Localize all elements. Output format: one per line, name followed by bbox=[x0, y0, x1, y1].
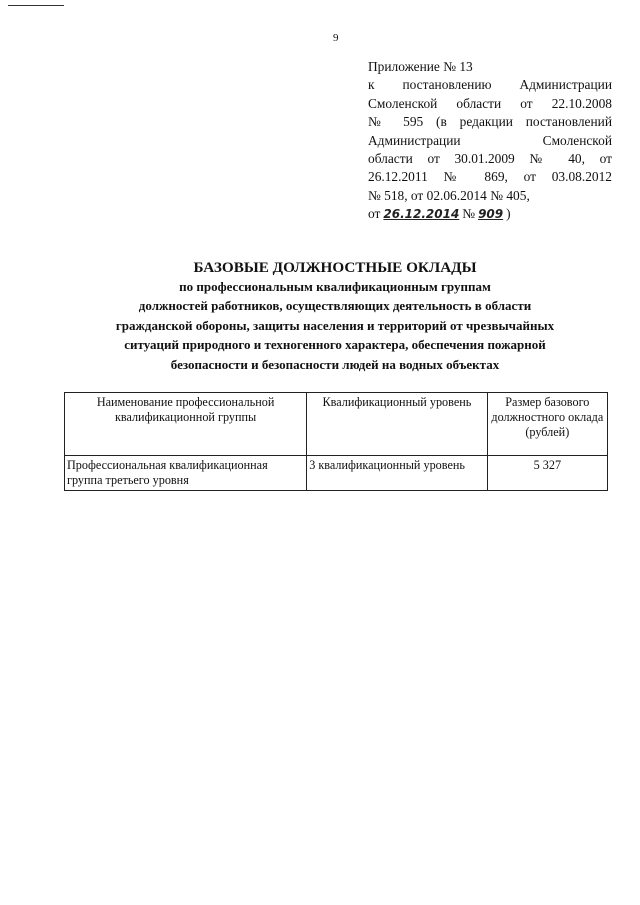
title-sub-line: должностей работников, осуществляющих деятельность в области bbox=[138, 298, 532, 314]
appendix-prefix: от bbox=[368, 206, 381, 222]
handwritten-number: 909 bbox=[478, 207, 504, 222]
title-sub-line: по профессиональным квалификационным группам bbox=[179, 279, 491, 294]
title-main: БАЗОВЫЕ ДОЛЖНОСТНЫЕ ОКЛАДЫ bbox=[193, 259, 477, 276]
number-sign: № bbox=[462, 206, 476, 222]
appendix-last-line bbox=[368, 205, 612, 223]
title-sub-line: гражданской обороны, защиты населения и территорий от чрезвычайных bbox=[115, 317, 555, 333]
title-sub-line: безопасности и безопасности людей на водных объектах bbox=[170, 356, 500, 372]
appendix-line: 26.12.2011 № 869, от 03.08.2012 bbox=[368, 169, 612, 185]
table-row bbox=[65, 456, 608, 491]
appendix-line: Администрации Смоленской bbox=[368, 132, 612, 148]
top-rule bbox=[8, 5, 64, 6]
appendix-line: № 595 (в редакции постановлений bbox=[368, 114, 612, 130]
document-title bbox=[40, 258, 630, 374]
header-qualification-level: Квалификационный уровень bbox=[307, 393, 487, 456]
header-salary-size: Размер базового должностного оклада (рублей) bbox=[487, 393, 607, 456]
appendix-line: Приложение № 13 bbox=[368, 59, 473, 74]
appendix-line: области от 30.01.2009 № 40, от bbox=[368, 151, 612, 167]
closing-paren: ) bbox=[506, 206, 511, 222]
table-header-row bbox=[65, 393, 608, 456]
appendix-line: к постановлению Администрации bbox=[368, 77, 612, 93]
header-group-name: Наименование профессиональной квалификационной группы bbox=[65, 393, 307, 456]
cell-qualification-level: 3 квалификационный уровень bbox=[307, 456, 487, 491]
appendix-line: Смоленской области от 22.10.2008 bbox=[368, 95, 612, 111]
cell-group-name: Профессиональная квалификационная группа третьего уровня bbox=[65, 456, 307, 491]
cell-salary: 5 327 bbox=[487, 456, 607, 491]
page-number: 9 bbox=[333, 32, 339, 44]
handwritten-date: 26.12.2014 bbox=[383, 207, 460, 222]
salary-table bbox=[64, 392, 608, 491]
appendix-block bbox=[368, 58, 612, 224]
title-sub-line: ситуаций природного и техногенного характера, обеспечения пожарной bbox=[124, 337, 546, 353]
appendix-line: № 518, от 02.06.2014 № 405, bbox=[368, 187, 530, 203]
